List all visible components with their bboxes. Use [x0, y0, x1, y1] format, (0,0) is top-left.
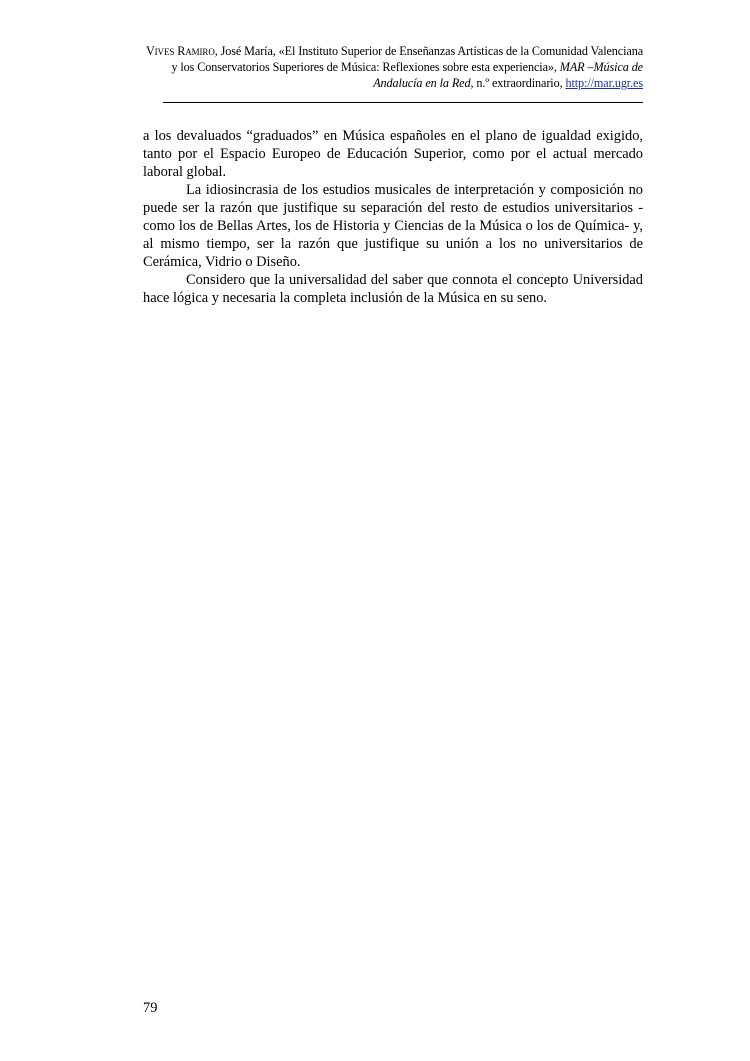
header-journal-title: MAR –Música de Andalucía en la Red — [373, 60, 643, 90]
page-number: 79 — [143, 1000, 158, 1016]
header-author-surname: Vives Ramiro — [145, 44, 215, 58]
header-citation: , José María, «El Instituto Superior de Enseñanzas Artísticas de la Comunidad Valenciana y los Conservatorios Superiores de Música: Reflexiones sobre esta experiencia», — [171, 44, 643, 74]
header-issue: , n.º extraordinario, — [470, 76, 566, 90]
paragraph-1: a los devaluados “graduados” en Música españoles en el plano de igualdad exigido, tanto por el Espacio Europeo de Educación Superior, como por el actual mercado laboral global. — [143, 128, 643, 180]
running-header — [143, 43, 643, 91]
header-rule — [163, 102, 643, 103]
body-text — [143, 127, 643, 307]
header-journal-link[interactable]: http://mar.ugr.es — [565, 76, 643, 90]
paragraph-3: Considero que la universalidad del saber que connota el concepto Universidad hace lógica y necesaria la completa inclusión de la Música en su seno. — [143, 272, 643, 306]
paragraph-2: La idiosincrasia de los estudios musicales de interpretación y composición no puede ser la razón que justifique su separación del resto de estudios universitarios -como los de Bellas Artes, los de Historia y Ciencias de la Música o los de Química- y, al mismo tiempo, ser la razón que justifique su unión a los no universitarios de Cerámica, Vidrio o Diseño. — [143, 182, 643, 270]
